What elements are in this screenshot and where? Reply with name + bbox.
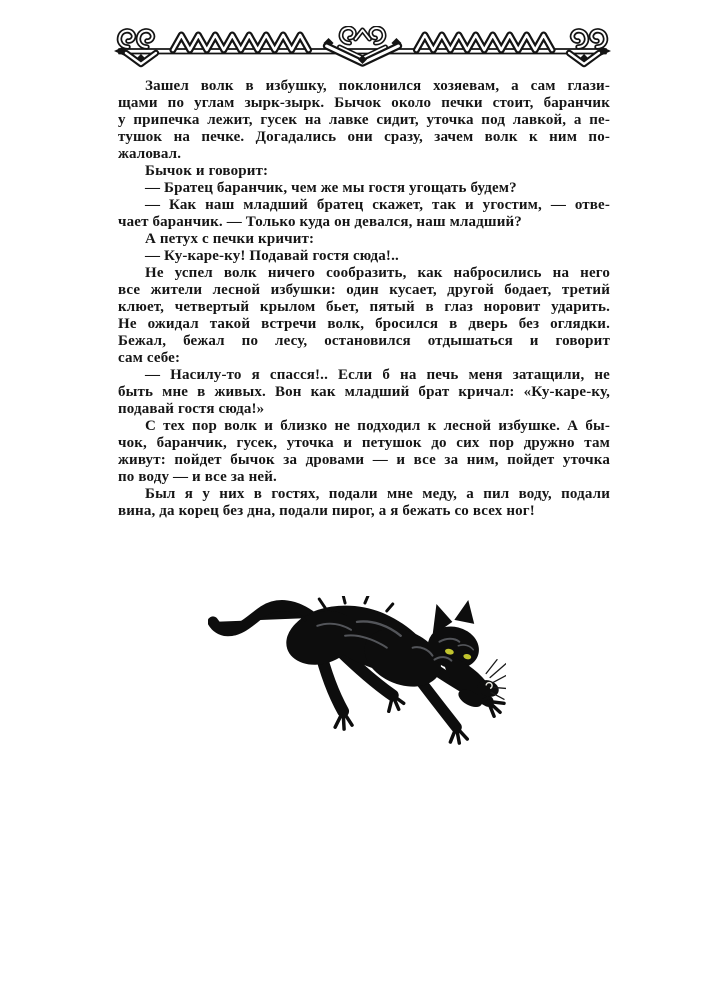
text-line: подавай гостя сюда!» [118, 401, 265, 417]
text-line: — Насилу-то я спасся!.. Если б на печь меня затащили, не [145, 367, 610, 383]
text-block [118, 78, 610, 520]
text-line: А петух с печки кричит: [145, 231, 315, 247]
text-line: тушок на печке. Догадались они сразу, зачем волк к ним по- [118, 129, 610, 145]
ornament-wave-left [173, 35, 309, 50]
text-line: жаловал. [118, 146, 182, 162]
text-line: Не успел волк ничего сообразить, как набросились на него [145, 265, 610, 281]
text-line: С тех пор волк и близко не подходил к лесной избушке. А бы- [145, 418, 610, 434]
text-line: быть мне в живых. Вон как младший брат кричал: «Ку-каре-ку, [118, 384, 610, 400]
text-line: — Как наш младший братец скажет, так и угостим, — отве- [145, 197, 610, 213]
text-line: клюет, четвертый крылом бьет, пятый в глаз норовит ударить. [118, 299, 610, 315]
text-line: чок, баранчик, гусек, уточка и петушок до сих пор дружно там [118, 435, 610, 451]
text-line: сам себе: [118, 350, 181, 366]
text-line: Зашел волк в избушку, поклонился хозяевам, а сам глази- [145, 78, 610, 94]
text-line: щами по углам зырк-зырк. Бычок около печки стоит, баранчик [118, 95, 610, 111]
text-line: по воду — и все за ней. [118, 469, 277, 485]
wolf-illustration [208, 596, 506, 760]
text-line: Не ожидал такой встречи волк, бросился в дверь без оглядки. [118, 316, 610, 332]
text-line: Бежал, бежал по лесу, остановился отдышаться и говорит [118, 333, 610, 349]
text-line: у припечка лежит, гусек на лавке сидит, уточка под лавкой, а пе- [118, 112, 610, 128]
text-line: Бычок и говорит: [145, 163, 269, 179]
text-line: живут: пойдет бычок за дровами — и все за ним, пойдет уточка [118, 452, 610, 468]
text-line: Был я у них в гостях, подали мне меду, а пил воду, подали [145, 486, 610, 502]
text-line: вина, да корец без дна, подали пирог, а я бежать со всех ног! [118, 503, 535, 519]
ornament-center-medallion [324, 28, 402, 64]
ornament-wave-right [416, 35, 552, 50]
text-line: — Ку-каре-ку! Подавай гостя сюда!.. [145, 248, 399, 264]
header-ornament-icon [113, 26, 612, 68]
ornament-scroll-right [569, 31, 605, 64]
text-line: все жители лесной избушки: один кусает, другой бодает, третий [118, 282, 610, 298]
text-line: — Братец баранчик, чем же мы гостя угощать будем? [145, 180, 517, 196]
text-line: чает баранчик. — Только куда он девался, наш младший? [118, 214, 522, 230]
ornament-scroll-left [119, 31, 155, 64]
